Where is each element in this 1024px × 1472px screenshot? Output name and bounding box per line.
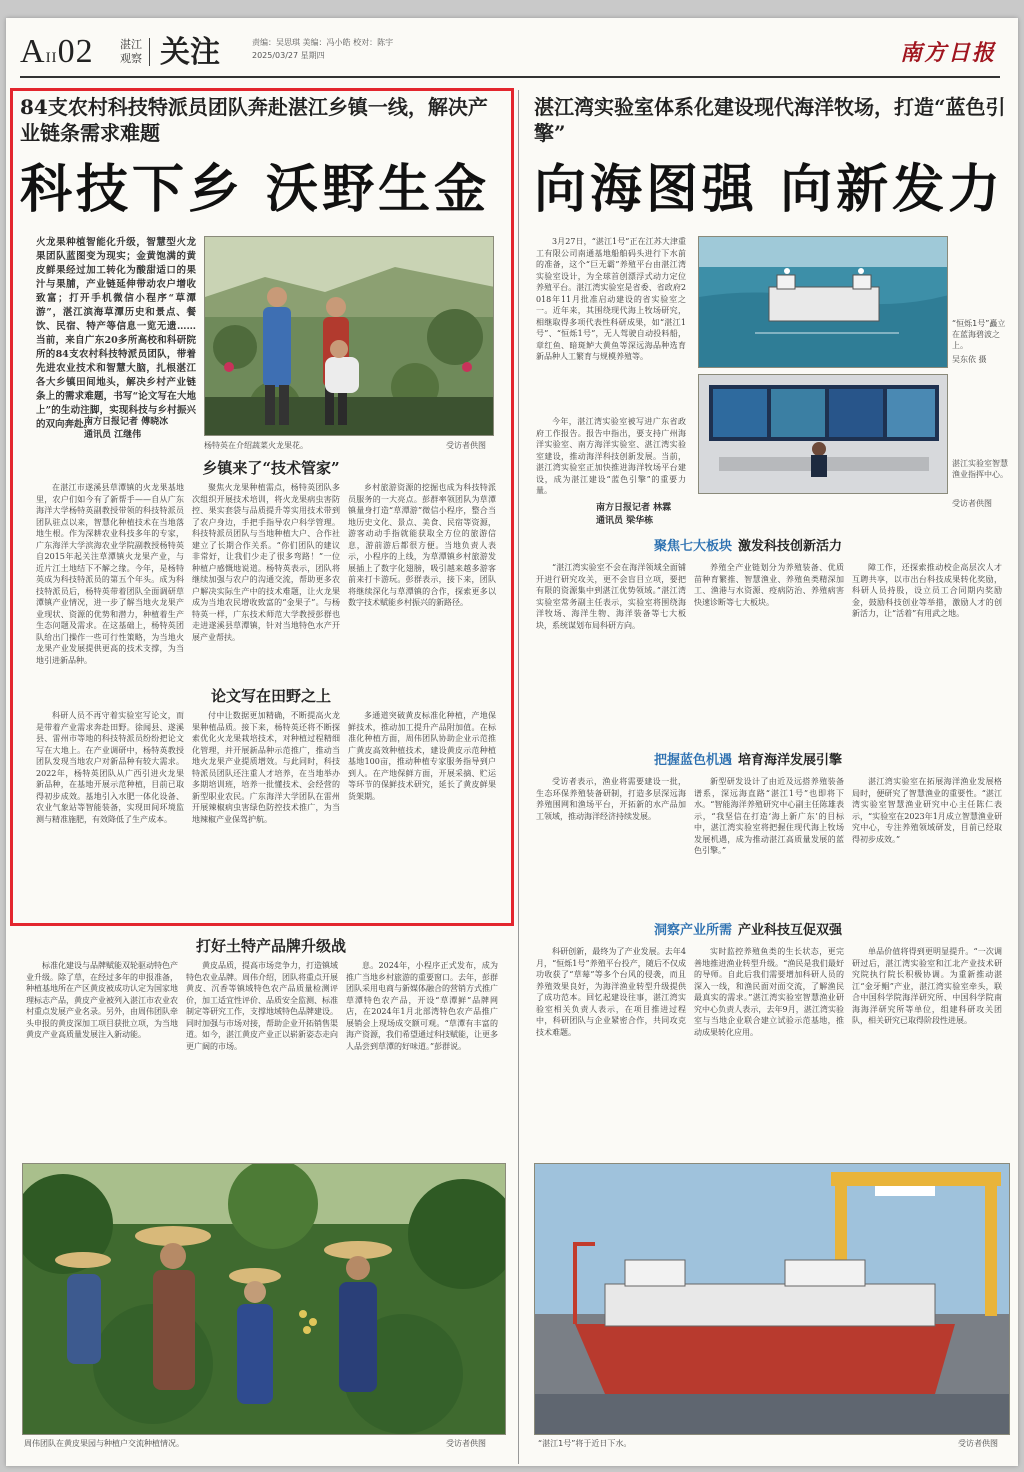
article-column: 科研创新，最终为了产业发展。去年4月，“恒烁1号”养殖平台投产，随后不仅成功收获了“草莓”等多个台风的侵袭，而且养殖效果良好，为海洋渔业转型升级提供了成功范本。回忆起建设往事，湛江湾实验室相关负责人表示，在项目推进过程中，科研团队与企业紧密合作，共同攻克技术难题。 [536,947,686,1037]
control-center-photo [698,374,948,494]
left-bottom-credit: 受访者供图 [446,1439,486,1448]
sea-platform-credit: 吴东依 摄 [952,355,987,364]
article-column: 3月27日，“湛江1号”正在江苏大津重工有限公司南通基地船舶码头进行下水前的准备，这个“巨无霸”养殖平台由湛江湾实验室设计，为全球首创漂浮式动力定位养殖平台。湛江湾实验室是省委、省政府2018年11月批准启动建设的省实验室之一。近年来，其围绕现代海上牧场研究，相继取得多项代表性科研成果，如“湛江1号”、“恒烁1号”，无人驾驶自动投料船，章红鱼、暗斑鲈大黄鱼等深远海品种选育新品种人工繁育与规模养殖等。 [536,237,686,361]
left-headline: 科技下乡 沃野生金 [20,159,491,220]
right-byline: 南方日报记者 林霖 通讯员 梁华栋 [596,503,672,526]
left-lede: 火龙果种植智能化升级，智慧型火龙果团队蓝图变为现实；金黄饱满的黄皮鲜果经过加工转化为酸甜适口的果汁与果脯，产业链延伸带动农户增收致富；打开手机微信小程序“草潭游”，湛江滨海草潭历史和景点、餐饮、民宿、特产等信息一览无遗……当前，来自广东20多所高校和科研院所的84支农村科技特派员团队，带着先进农业技术和智慧大脑，扎根湛江各大乡镇田间地头，解决乡村产业链条上的需求难题，书写“论文写在大地上”的生动注脚，实现科技与乡村振兴的双向奔赴。 [36,237,196,430]
region-label: 湛江 观察 [120,38,150,66]
article-column: 养殖全产业链划分为养殖装备、优质苗种育繁推、智慧渔业、养殖鱼类精深加工、渔港与水资源、疫病防治、养殖病害快速诊断等七大板块。 [694,563,844,607]
section-heading-ocean-engine: 把握蓝色机遇 培育海洋发展引擎 [654,753,843,768]
shipyard-credit: 受访者供图 [958,1439,998,1448]
article-column: 息。2024年，小程序正式发布，成为推广当地乡村旅游的重要窗口。去年，彭群团队采用电商与新媒体融合的营销方式推广草潭特色农产品，开设“草潭鲜”品牌网店，在2024年1月北部湾特色农产品推广展销会上现场成交额可观。“草潭有丰富的海产资源，我们希望通过科技赋能，让更多人品尝到草潭的好味道。”彭群说。 [346,961,498,1051]
left-kicker: 84支农村科技特派员团队奔赴湛江乡镇一线，解决产业链条需求难题 [20,95,488,145]
article-column: 障工作，还探索推动校企高层次人才互聘共享，以市出台科技成果转化奖励，科研人员持股，设立员工合同期内奖励金，鼓励科技创业等举措，激励人才的创新活力，让“活着”有用武之地。 [852,563,1002,618]
subhead-brand-upgrade: 打好土特产品牌升级战 [195,937,346,955]
control-center-credit: 受访者供图 [952,499,992,508]
page-number: AII02 [20,33,94,70]
article-column: 聚焦火龙果种植需点，杨特英团队多次组织开展技术培训，将火龙果病虫害防控、果实套袋与品质提升等实用技术带到了农户身边，手把手指导农户科学管理。科技特派员团队与当地种植大户、合作社建立了长期合作关系。“你们团队的建议非常好，让我们少走了很多弯路！”一位种植户感慨地说道。杨特英表示，团队将继续加强与农户的沟通交流，帮助更多农户解决实际生产中的技术难题，让火龙果成为当地农民增收致富的“金果子”。与杨特英一样，广东技术师范大学教授彭群也走进遂溪县草潭镇，针对当地特色水产开展产业帮扶。 [192,483,340,642]
article-column: 单品价值将得到更明显提升。“一次调研过后，湛江湾实验室和江北产业技术研究院执行院长积极协调。为重新推动湛江“金牙鲳”产业，湛江湾实验室牵头，联合中国科学院海洋研究所、中国科学院南海海洋研究所等单位，组建科研攻关团队，相关研究已取得阶段性进展。 [852,947,1002,1025]
article-column: 科研人员不再守着实验室写论文，而是带着产业需求奔赴田野。徐闻县、遂溪县、雷州市等地的科技特派员纷纷把论文写在大地上。在产业调研中，杨特英教授团队发现当地农户对新品种有较大需求。2022年，杨特英团队从广西引进火龙果新品种，在基地开展示范种植，目前已取得初步成效。基地引入水肥一体化设备、农业气象站等智能装备，实现田间环境监测与精准施肥，有效降低了生产成本。 [36,711,184,824]
right-headline: 向海图强 向新发力 [534,159,1005,220]
left-photo-credit: 受访者供图 [446,441,486,450]
left-byline: 南方日报记者 傅晓冰 通讯员 江继伟 [84,417,169,440]
newspaper-page [6,18,1018,1466]
article-column: 新型研发设计了由近及远搭养殖装备谱系，深远海直路“湛江1号”也即将下水。“智能海洋养殖研究中心副主任陈雄表示，“我坚信在打造‘海上新广东’的目标中，湛江湾实验室将把握住现代海上牧场发展机遇，成为推动湛江高质量发展的蓝色引擎。” [694,777,844,855]
subhead-tech-manager: 乡镇来了“技术管家” [202,459,340,477]
column-divider [518,90,519,1464]
article-column: 在湛江市遂溪县草潭镇的火龙果基地里，农户们如今有了新帮手——自从广东海洋大学杨特英副教授带领的科技特派员团队驻点以来，智慧化种植技术在当地落地生根。作为深耕农业科技多年的专家，广东海洋大学滨海农业学院副教授杨特英自2015年起关注草潭镇火龙果产业，与近片江土地结下不解之缘。今年，是杨特英成为科技特派员的第五个年头。成为科技特派员后，杨特英带着团队全面调研草潭镇产业情况，进一步了解当地火龙果产业现状、资源的优势和潜力，种植着生产生态问题及需求。在这基础上，杨特英团队给出门操作一些可行性策略，为当地火龙果产业发展提供更高的技术支撑，为当地引进新品种。 [36,483,184,665]
article-column: 付中让数据更加精确，不断提高火龙果种植品质。接下来，杨特英还将不断探索优化火龙果栽培技术，对种植过程精细化管理，并开展新品种示范推广，推动当地火龙果产业提质增效。与此同时，科技特派员团队还注重人才培养，在当地举办多期培训班，培养一批懂技术、会经营的新型职业农民。广东海洋大学团队在雷州开展辣椒病虫害绿色防控技术推广，为当地辣椒产业保驾护航。 [192,711,340,824]
left-photo-caption: 杨特英在介绍蔬菜火龙果花。 [204,441,308,450]
control-center-caption: 湛江实验室智慧渔业指挥中心。 [952,459,1008,479]
section-heading-industry: 洞察产业所需 产业科技互促双强 [654,923,843,938]
edition-meta: 责编：吴思琪 美编：冯小皓 校对：陈宇 2025/03/27 星期四 [252,38,394,60]
masthead [20,32,1000,78]
sea-platform-photo [698,236,948,368]
sea-platform-caption: “恒烁1号”矗立在蓝海碧波之上。 [952,319,1006,350]
article-column: 受访者表示，渔业将需要建设一批，生态环保养殖装备研制，打造多层深远海养殖围网和渔场平台，开拓新的水产品加工领域，推动海洋经济持续发展。 [536,777,686,821]
article-column: 乡村旅游资源的挖掘也成为科技特派员服务的一大亮点。彭群率领团队为草潭镇量身打造“草潭游”微信小程序，整合当地历史文化、景点、美食、民宿等资源，游客动动手指就能获取全方位的旅游信息，游前游后都很方便。当地负责人表示，小程序的上线，为草潭镇乡村旅游发展插上了数字化翅膀，吸引越来越多游客前来打卡游玩。彭群表示，接下来，团队将继续深化与草潭镇的合作，探索更多以数字技术赋能乡村振兴的新路径。 [348,483,496,607]
article-column: 标准化建设与品牌赋能双轮驱动特色产业升级。除了草，在经过多年的申报准备，种植基地所在产区黄皮被成功认定为国家地理标志产品，黄皮产业被列入湛江市农业农村重点发展产业名录。另外，由周伟团队牵头申报的黄皮深加工项目获批立项，为当地黄皮产业高质量发展注入新动能。 [26,961,178,1039]
dragon-fruit-farm-photo [204,236,494,436]
shipyard-caption: “湛江1号”将于近日下水。 [538,1439,632,1448]
article-column: “湛江湾实验室不会在海洋领域全面铺开进行研究攻关，更不会盲目立项，要把有限的资源集中到湛江优势领域。”湛江湾实验室常务副主任表示，实验室将围绕海洋牧场、海洋生物、海洋装备等七大板块，系统谋划布局科研方向。 [536,563,686,630]
longan-orchard-photo [22,1163,506,1435]
right-kicker: 湛江湾实验室体系化建设现代海洋牧场，打造“蓝色引擎” [534,95,1006,145]
article-column: 湛江湾实验室在拓展海洋渔业发展格局时，便研究了智慧渔业的重要性。“湛江湾实验室智慧渔业研究中心主任陈仁表示，“实验室在2023年1月成立智慧渔业研究中心，专注养殖领域研发，目前已经取得初步成效。” [852,777,1002,844]
section-heading-innovation: 聚焦七大板块 激发科技创新活力 [654,539,843,554]
article-column: 实时监控养殖鱼类的生长状态，更完善地推进渔业转型升级。“渔民是我们最好的导师。自此后我们需要增加科研人员的深入一线，和渔民面对面交流，了解渔民最真实的需求。”湛江湾实验室智慧渔业研究中心负责人表示，去年9月，湛江湾实验室与当地企业联合建立试验示范基地，推动成果转化应用。 [694,947,844,1037]
newspaper-logo: 南方日报 [899,40,996,66]
article-column: 黄皮品质，提高市场竞争力，打造镇域特色农业品牌。周伟介绍，团队将重点开展黄皮、沉香等镇域特色农产品质量检测评价，加工适宜性评价、品质安全监测、标准制定等研究工作，支撑地域特色品牌建设。同时加强与市场对接，帮助企业开拓销售渠道。如今，湛江黄皮产业正以崭新姿态走向更广阔的市场。 [186,961,338,1051]
section-title: 关注 [160,35,220,70]
article-column: 今年，湛江湾实验室被写进广东省政府工作报告。报告中指出，要支持广州海洋实验室、南方海洋实验室、湛江湾实验室建设，推动海洋科技创新发展。当前，湛江湾实验室正加快推进海洋牧场平台建设，成为湛江建设“蓝色引擎”的重要力量。 [536,417,686,495]
shipyard-photo [534,1163,1010,1435]
left-bottom-caption: 周伟团队在黄皮果园与种植户交流种植情况。 [24,1439,184,1448]
subhead-thesis-in-fields: 论文写在田野之上 [210,687,331,705]
article-column: 多通道突破黄皮标准化种植，产地保鲜技术，推动加工提升产品附加值。在标准化种植方面，周伟团队协助企业示范推广黄皮高效种植技术，建设黄皮示范种植基地100亩，推动种植专家服务指导到户到人。在产地保鲜方面，开展采摘、贮运等环节的保鲜技术研究，延长了黄皮鲜果货架期。 [348,711,496,801]
